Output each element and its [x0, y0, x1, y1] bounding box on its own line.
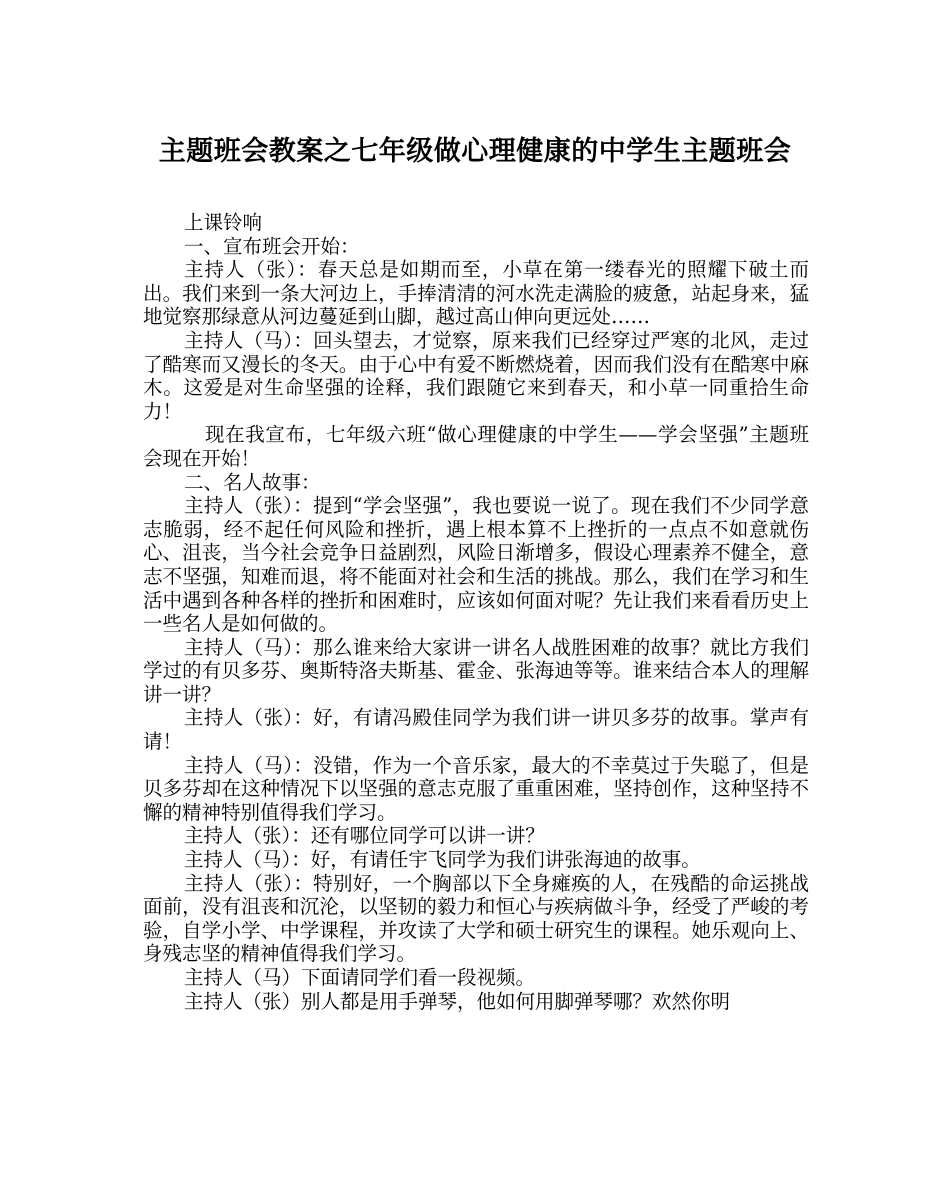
paragraph: 主持人（马）：好，有请任宇飞同学为我们讲张海迪的故事。 — [184, 848, 701, 872]
document-title: 主题班会教案之七年级做心理健康的中学生主题班会 — [158, 136, 792, 167]
document-body — [143, 211, 809, 1013]
section-heading: 二、名人故事： — [184, 470, 321, 494]
paragraph: 主持人（张）：春天总是如期而至，小草在第一缕春光的照耀下破土而出。我们来到一条大河边上，手捧清清的河水洗走满脸的疲惫，站起身来，猛地觉察那绿意从河边蔓延到山脚，越过高山伸向更远处…… — [143, 258, 809, 329]
paragraph: 主持人（张）：好，有请冯殿佳同学为我们讲一讲贝多芬的故事。掌声有请！ — [143, 706, 809, 754]
paragraph: 主持人（张）：提到“学会坚强”，我也要说一说了。现在我们不少同学意志脆弱，经不起任何风险和挫折，遇上根本算不上挫折的一点点不如意就伤心、沮丧，当今社会竞争日益剧烈，风险日渐增多，假设心理素养不健全，意志不坚强，知难而退，将不能面对社会和生活的挑战。那么，我们在学习和生活中遇到各种各样的挫折和困难时，应该如何面对呢？先让我们来看看历史上一些名人是如何做的。 — [143, 494, 809, 636]
section-heading: 一、宣布班会开始： — [184, 234, 360, 258]
paragraph: 主持人（马）：没错，作为一个音乐家，最大的不幸莫过于失聪了，但是贝多芬却在这种情况下以坚强的意志克服了重重困难，坚持创作，这种坚持不懈的精神特别值得我们学习。 — [143, 753, 809, 824]
paragraph: 主持人（马）：回头望去，才觉察，原来我们已经穿过严寒的北风，走过了酷寒而又漫长的冬天。由于心中有爱不断燃烧着，因而我们没有在酷寒中麻木。这爱是对生命坚强的诠释，我们跟随它来到春天，和小草一同重拾生命力！ — [143, 328, 809, 423]
paragraph: 主持人（张）别人都是用手弹琴，他如何用脚弹琴哪？欢然你明 — [184, 989, 731, 1013]
paragraph: 上课铃响 — [184, 211, 263, 234]
paragraph: 主持人（马）：那么谁来给大家讲一讲名人战胜困难的故事？就比方我们学过的有贝多芬、奥斯特洛夫斯基、霍金、张海迪等等。谁来结合本人的理解讲一讲？ — [143, 635, 809, 706]
paragraph: 主持人（张）：还有哪位同学可以讲一讲？ — [184, 824, 545, 848]
paragraph: 现在我宣布，七年级六班“做心理健康的中学生——学会坚强”主题班会现在开始！ — [143, 423, 809, 470]
paragraph: 主持人（马）下面请同学们看一段视频。 — [184, 966, 536, 989]
paragraph: 主持人（张）：特别好，一个胸部以下全身瘫痪的人，在残酷的命运挑战面前，没有沮丧和沉沦，以坚韧的毅力和恒心与疾病做斗争，经受了严峻的考验，自学小学、中学课程，并攻读了大学和硕士研究生的课程。她乐观向上、身残志坚的精神值得我们学习。 — [143, 871, 809, 966]
